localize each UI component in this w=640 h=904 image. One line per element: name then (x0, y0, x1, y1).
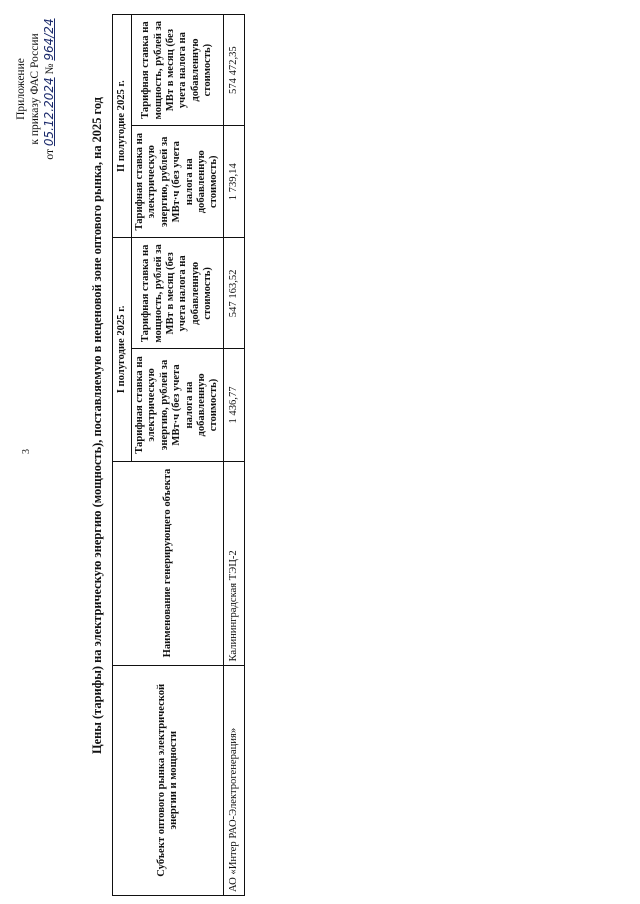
cell-subject: АО «Интер РАО-Электрогенерация» (223, 665, 244, 895)
header-half2: II полугодие 2025 г. (113, 15, 132, 238)
cell-h1-capacity: 547 163,52 (223, 238, 244, 349)
header-h2-capacity: Тарифная ставка на мощность, рублей за МВт в месяц (без учета налога на добавленную стоимость) (132, 15, 224, 126)
cell-h2-energy: 1 739,14 (223, 126, 244, 238)
header-object: Наименование генерирующего объекта (113, 461, 224, 665)
appendix-date: 05.12.2024 (42, 77, 56, 147)
appendix-date-line (42, 14, 57, 164)
appendix-order-ref: к приказу ФАС России (29, 33, 41, 145)
header-h1-energy: Тарифная ставка на электрическую энергию, рублей за МВт·ч (без учета налога на добавленную стоимость) (132, 349, 224, 461)
page-number: 3 (21, 449, 32, 454)
header-subject: Субъект оптового рынка электрической энергии и мощности (113, 665, 224, 895)
appendix-number-label: № (44, 63, 56, 75)
table-row (223, 15, 244, 896)
tariff-table (112, 14, 245, 896)
header-half1: I полугодие 2025 г. (113, 238, 132, 461)
cell-h1-energy: 1 436,77 (223, 349, 244, 461)
cell-object: Калининградская ТЭЦ-2 (223, 461, 244, 665)
appendix-block (14, 14, 57, 164)
header-h2-energy: Тарифная ставка на электрическую энергию, рублей за МВт·ч (без учета налога на добавленную стоимость) (132, 126, 224, 238)
table-header-row (113, 15, 132, 896)
appendix-label: Приложение (15, 58, 27, 120)
appendix-date-prefix: от (44, 148, 56, 160)
document-title: Цены (тарифы) на электрическую энергию (мощность), поставляемую в неценовой зоне оптового рынка, на 2025 год (90, 97, 104, 754)
appendix-number: 964/24 (42, 18, 56, 61)
header-h1-capacity: Тарифная ставка на мощность, рублей за МВт в месяц (без учета налога на добавленную стоимость) (132, 238, 224, 349)
cell-h2-capacity: 574 472,35 (223, 15, 244, 126)
